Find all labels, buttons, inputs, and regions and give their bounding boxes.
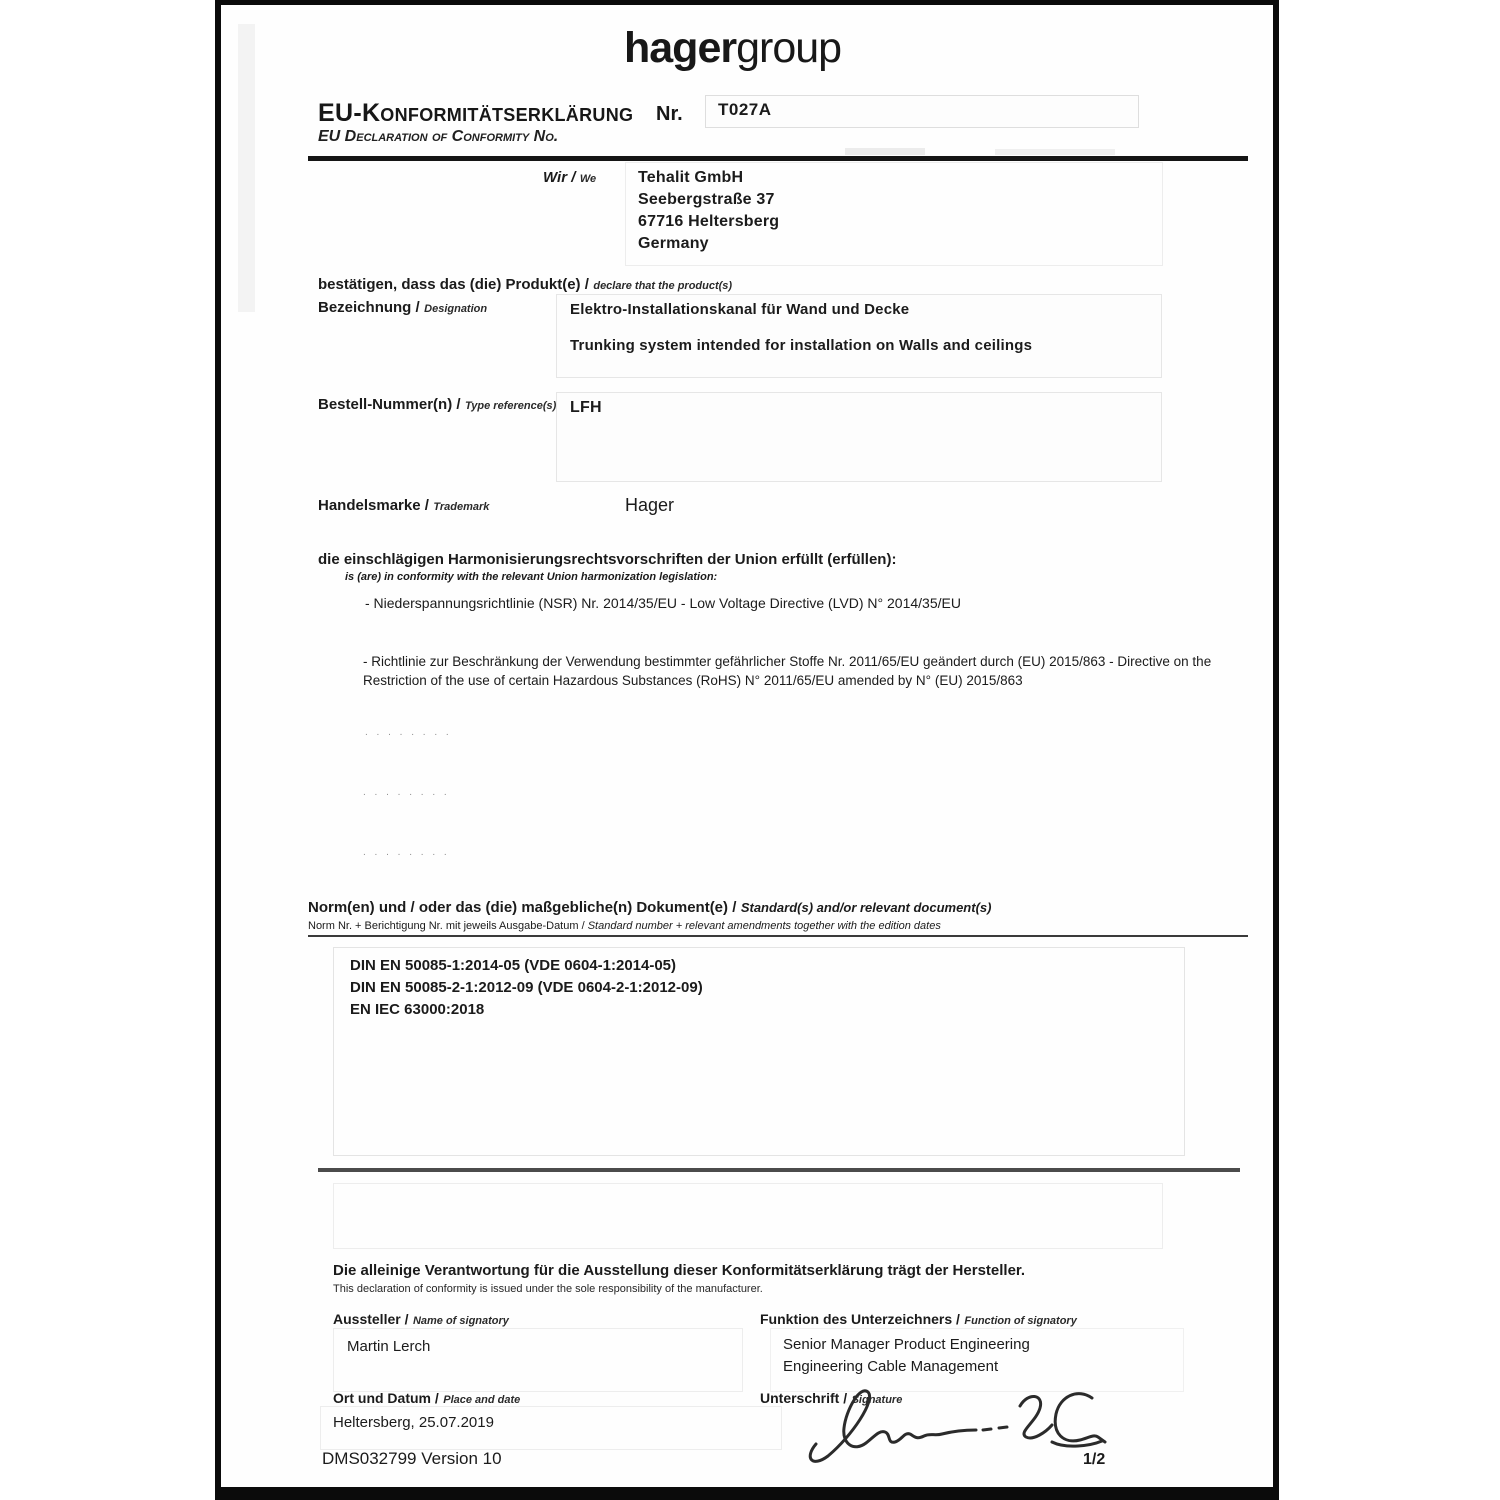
issuer-address — [638, 167, 779, 255]
signature-label-de: Unterschrift / — [760, 1390, 848, 1406]
signature-scribble — [800, 1382, 1110, 1474]
signatory-function-label — [760, 1311, 1077, 1329]
designation-label-de: Bezeichnung / — [318, 299, 420, 316]
signatory-function-line1: Senior Manager Product Engineering — [783, 1336, 1030, 1353]
issuer-city: 67716 Heltersberg — [638, 213, 780, 230]
issuer-label-de: Wir / — [543, 169, 576, 186]
signatory-function-value — [783, 1334, 1030, 1378]
legislation-placeholder-2: . . . . . . . . — [363, 787, 450, 798]
designation-value-de: Elektro-Installationskanal für Wand und Decke — [570, 301, 910, 318]
declaration-intro-en: declare that the product(s) — [593, 280, 733, 292]
trademark-value: Hager — [625, 495, 675, 515]
legislation-placeholder-1: . . . . . . . . — [365, 727, 452, 738]
issuer-label-en: We — [579, 173, 597, 185]
signatory-function-line2: Engineering Cable Management — [783, 1358, 999, 1375]
standards-header — [308, 899, 991, 917]
designation-label-en: Designation — [424, 303, 488, 315]
legislation-item-rohs: - Richtlinie zur Beschränkung der Verwendung bestimmter gefährlicher Stoffe Nr. 2011/65/EU geändert durch (EU) 2015/863 - Directive on the Restriction of the use of certain Hazardous Substances (RoHS) N° 2011/65/EU amended by N° (EU) 2015/863 — [363, 654, 1212, 688]
page-indicator: 1/2 — [1083, 1451, 1106, 1468]
responsibility-statement-en: This declaration of conformity is issued under the sole responsibility of the manufacturer. — [333, 1283, 763, 1295]
place-date-label-de: Ort und Datum / — [333, 1390, 439, 1406]
trademark-label — [318, 497, 489, 515]
standards-header-en: Standard(s) and/or relevant document(s) — [740, 900, 992, 915]
brand-logo — [624, 24, 841, 73]
empty-remarks-field — [333, 1183, 1163, 1249]
type-reference-label — [318, 396, 556, 414]
issuer-street: Seebergstraße 37 — [638, 191, 775, 208]
signatory-function-label-en: Function of signatory — [964, 1315, 1077, 1327]
legislation-placeholder-3: . . . . . . . . — [363, 847, 450, 858]
trademark-label-de: Handelsmarke / — [318, 497, 429, 514]
brand-logo-bold: hager — [624, 24, 737, 72]
brand-logo-light: group — [736, 24, 842, 72]
doc-title-en: EU Declaration of Conformity No. — [318, 128, 559, 145]
type-reference-label-de: Bestell-Nummer(n) / — [318, 396, 461, 413]
place-date-label-en: Place and date — [443, 1394, 521, 1406]
lower-divider-rule — [318, 1168, 1240, 1172]
declaration-intro — [318, 276, 732, 294]
signatory-name-label — [333, 1311, 509, 1329]
trademark-label-en: Trademark — [433, 501, 490, 513]
doc-number-label: Nr. — [656, 103, 683, 125]
standard-item: DIN EN 50085-2-1:2012-09 (VDE 0604-2-1:2012-09) — [350, 979, 703, 996]
declaration-intro-de: bestätigen, dass das (die) Produkt(e) / — [318, 276, 589, 293]
scan-artifact — [845, 148, 925, 155]
standards-header-de: Norm(en) und / oder das (die) maßgebliche(n) Dokument(e) / — [308, 899, 737, 916]
designation-value-en: Trunking system intended for installation on Walls and ceilings — [570, 337, 1033, 354]
legislation-item-lvd: - Niederspannungsrichtlinie (NSR) Nr. 2014/35/EU - Low Voltage Directive (LVD) N° 2014/35/EU — [365, 595, 961, 611]
doc-title-de: EU-Konformitätserklärung — [318, 99, 634, 127]
signatory-function-label-de: Funktion des Unterzeichners / — [760, 1311, 960, 1327]
signature-label-en: Signature — [851, 1394, 903, 1406]
standards-divider-rule — [308, 935, 1248, 937]
issuer-company: Tehalit GmbH — [638, 169, 744, 186]
standards-list — [350, 955, 703, 1021]
type-reference-value: LFH — [570, 399, 602, 416]
standard-item: DIN EN 50085-1:2014-05 (VDE 0604-1:2014-05) — [350, 957, 677, 974]
designation-label — [318, 299, 487, 317]
standard-item: EN IEC 63000:2018 — [350, 1001, 485, 1018]
signatory-name-value: Martin Lerch — [347, 1338, 431, 1355]
legislation-header-de: die einschlägigen Harmonisierungsrechtsvorschriften der Union erfüllt (erfüllen): — [318, 551, 897, 568]
standards-subheader-en: Standard number + relevant amendments together with the edition dates — [587, 920, 941, 932]
issuer-country: Germany — [638, 235, 709, 252]
document-reference: DMS032799 Version 10 — [322, 1449, 502, 1468]
responsibility-statement-de: Die alleinige Verantwortung für die Ausstellung dieser Konformitätserklärung trägt der Hersteller. — [333, 1262, 1026, 1279]
signatory-name-label-en: Name of signatory — [412, 1315, 509, 1327]
signatory-name-label-de: Aussteller / — [333, 1311, 409, 1327]
issuer-label — [543, 169, 596, 187]
standards-subheader — [308, 920, 941, 932]
scan-artifact — [238, 24, 255, 312]
type-reference-field — [556, 392, 1162, 482]
title-divider-rule — [308, 156, 1248, 161]
standards-subheader-de: Norm Nr. + Berichtigung Nr. mit jeweils Ausgabe-Datum / — [308, 920, 585, 932]
doc-number-value: T027A — [718, 100, 772, 119]
scan-artifact — [995, 149, 1115, 155]
legislation-header-en: is (are) in conformity with the relevant Union harmonization legislation: — [345, 571, 718, 583]
type-reference-label-en: Type reference(s) — [464, 400, 557, 412]
place-date-value: Heltersberg, 25.07.2019 — [333, 1414, 494, 1431]
